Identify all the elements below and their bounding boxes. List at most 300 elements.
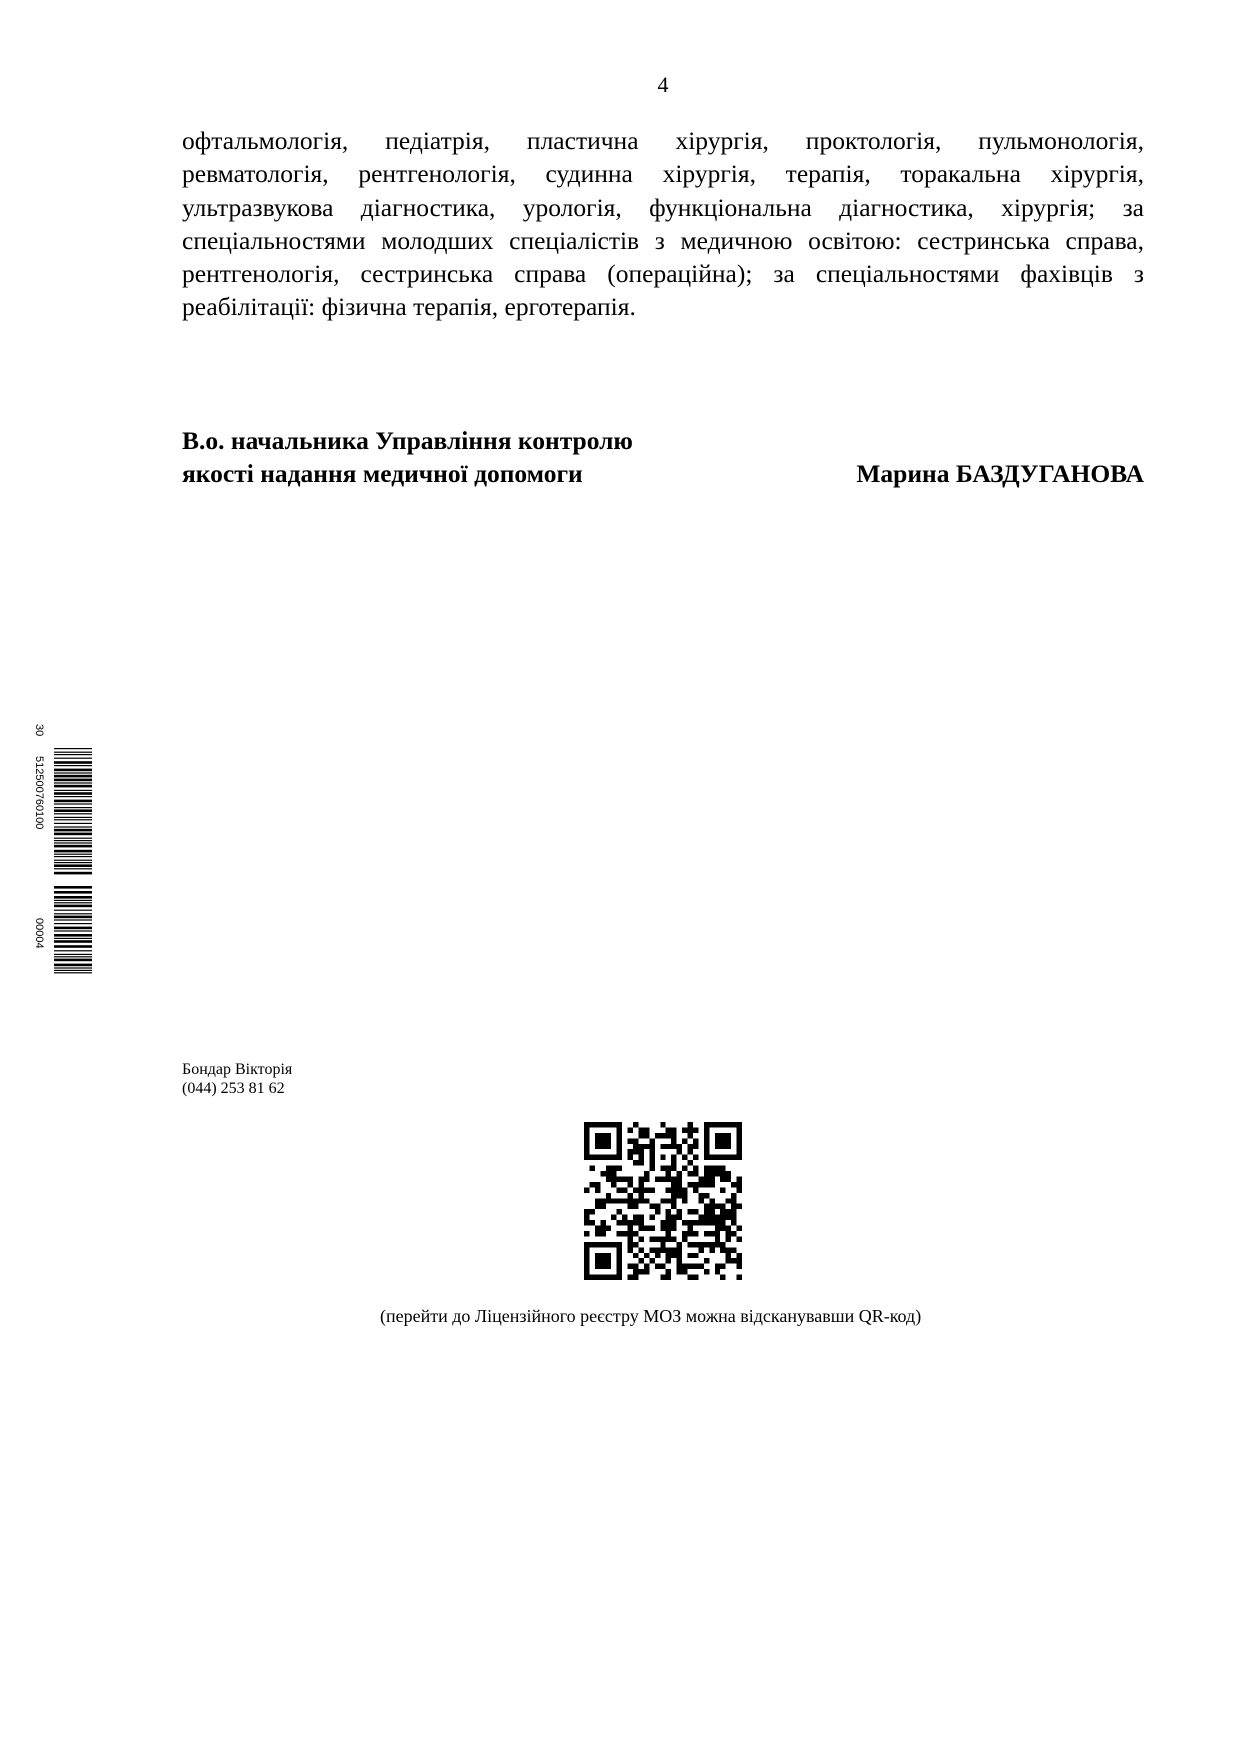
qr-module [677,1247,682,1252]
qr-module [682,1155,687,1160]
qr-module [666,1253,671,1258]
qr-module [737,1204,742,1209]
qr-module [628,1264,633,1269]
qr-module [720,1138,725,1143]
qr-module [715,1138,720,1143]
qr-module [628,1275,633,1280]
qr-module [726,1247,731,1252]
qr-module [660,1144,665,1149]
qr-module [628,1198,633,1203]
qr-module [737,1127,742,1132]
qr-module [595,1264,600,1269]
qr-module [584,1242,589,1247]
qr-module [715,1264,720,1269]
qr-module [737,1236,742,1241]
qr-module [633,1220,638,1225]
qr-module [649,1149,654,1154]
qr-module [704,1122,709,1127]
barcode-bar [54,902,92,903]
qr-module [715,1204,720,1209]
barcode-bar [54,970,92,971]
qr-module [693,1209,698,1214]
qr-module [649,1226,654,1231]
qr-module [688,1127,693,1132]
qr-module [628,1242,633,1247]
qr-module [671,1226,676,1231]
barcode-bar [54,813,92,814]
qr-module [688,1182,693,1187]
qr-module [611,1171,616,1176]
qr-module [584,1133,589,1138]
qr-module [584,1138,589,1143]
qr-module [622,1231,627,1236]
qr-module [622,1176,627,1181]
barcode-bar [54,796,92,797]
qr-module [617,1166,622,1171]
barcode-bar [54,900,92,901]
qr-module [633,1275,638,1280]
barcode-bar [54,927,92,930]
qr-module [731,1182,736,1187]
qr-module [617,1247,622,1252]
qr-module [677,1269,682,1274]
qr-module [638,1247,643,1252]
qr-module [688,1160,693,1165]
qr-module [633,1215,638,1220]
qr-module [671,1182,676,1187]
qr-module [600,1264,605,1269]
qr-module [584,1155,589,1160]
qr-module [688,1264,693,1269]
qr-module [600,1226,605,1231]
qr-module [715,1231,720,1236]
qr-module [666,1187,671,1192]
qr-module [704,1242,709,1247]
qr-module [595,1253,600,1258]
qr-module [709,1198,714,1203]
qr-module [698,1220,703,1225]
qr-module [600,1242,605,1247]
qr-module [584,1258,589,1263]
signer-name: Марина БАЗДУГАНОВА [856,459,1144,488]
qr-module [589,1220,594,1225]
qr-module [638,1160,643,1165]
qr-module [628,1204,633,1209]
qr-module [720,1155,725,1160]
barcode-bar [54,959,92,962]
qr-module [704,1176,709,1181]
barcode-bar [54,923,92,924]
qr-module [628,1247,633,1252]
barcode [32,722,92,976]
qr-module [633,1187,638,1192]
qr-module [671,1215,676,1220]
qr-module [595,1155,600,1160]
qr-module [595,1242,600,1247]
qr-module [638,1226,643,1231]
qr-module [731,1231,736,1236]
qr-module [726,1226,731,1231]
qr-module [682,1138,687,1143]
qr-module [704,1258,709,1263]
qr-module [611,1182,616,1187]
barcode-bar [54,792,92,795]
qr-module [638,1144,643,1149]
qr-module [682,1198,687,1203]
barcode-bar [54,862,92,863]
qr-module [715,1155,720,1160]
qr-module [688,1171,693,1176]
qr-module [704,1182,709,1187]
qr-module [606,1176,611,1181]
qr-module [693,1253,698,1258]
qr-module [720,1122,725,1127]
qr-module [688,1275,693,1280]
qr-module [709,1242,714,1247]
qr-code [584,1122,742,1280]
qr-module [693,1264,698,1269]
qr-module [584,1269,589,1274]
barcode-bar [54,838,92,839]
barcode-bar [54,896,92,899]
qr-module [682,1231,687,1236]
qr-module [726,1176,731,1181]
qr-module [693,1144,698,1149]
barcode-bar [54,754,92,755]
qr-module [655,1209,660,1214]
qr-module [622,1215,627,1220]
qr-module [726,1171,731,1176]
qr-module [649,1166,654,1171]
signer-position-line2: якості надання медичної допомоги [182,459,583,488]
qr-module [617,1127,622,1132]
qr-module [698,1215,703,1220]
qr-module [660,1176,665,1181]
qr-module [688,1253,693,1258]
qr-module [715,1215,720,1220]
qr-module [606,1138,611,1143]
qr-module [704,1133,709,1138]
qr-module [584,1215,589,1220]
barcode-bar [54,779,92,782]
barcode-bar [54,752,92,753]
qr-module [600,1275,605,1280]
qr-module [628,1182,633,1187]
qr-module [737,1138,742,1143]
qr-module [595,1231,600,1236]
qr-module [589,1275,594,1280]
qr-module [693,1275,698,1280]
qr-module [617,1176,622,1181]
qr-module [606,1155,611,1160]
qr-module [633,1231,638,1236]
qr-module [666,1275,671,1280]
qr-module [633,1160,638,1165]
qr-module [720,1133,725,1138]
qr-module [633,1144,638,1149]
qr-module [660,1247,665,1252]
qr-module [617,1253,622,1258]
barcode-bar [54,842,92,843]
qr-module [737,1122,742,1127]
qr-module [655,1204,660,1209]
qr-module [600,1231,605,1236]
qr-module [704,1171,709,1176]
qr-module [715,1166,720,1171]
barcode-number-bottom: 00004 [33,918,45,949]
qr-module [720,1242,725,1247]
qr-module [677,1144,682,1149]
qr-module [617,1144,622,1149]
qr-module [726,1215,731,1220]
qr-module [671,1247,676,1252]
qr-module [628,1127,633,1132]
qr-module [677,1176,682,1181]
signer-position-line1: В.о. начальника Управління контролю [182,426,633,455]
qr-module [628,1220,633,1225]
qr-module [709,1209,714,1214]
qr-module [737,1155,742,1160]
qr-module [726,1209,731,1214]
qr-module [688,1231,693,1236]
qr-module [617,1133,622,1138]
qr-module [709,1220,714,1225]
qr-module [737,1187,742,1192]
qr-module [595,1187,600,1192]
qr-module [671,1236,676,1241]
barcode-bar [54,819,92,820]
qr-module [666,1215,671,1220]
qr-module [638,1176,643,1181]
barcode-bar [54,950,92,951]
qr-module [671,1176,676,1181]
qr-module [677,1215,682,1220]
barcode-bar [54,785,92,788]
qr-module [666,1258,671,1263]
qr-module [655,1264,660,1269]
qr-module [677,1253,682,1258]
qr-module [606,1226,611,1231]
qr-module [666,1269,671,1274]
barcode-bar [54,761,92,764]
qr-module [682,1127,687,1132]
qr-module [633,1264,638,1269]
qr-module [715,1122,720,1127]
qr-module [682,1264,687,1269]
qr-module [600,1138,605,1143]
qr-module [611,1122,616,1127]
qr-module [737,1226,742,1231]
qr-module [709,1247,714,1252]
qr-module [584,1275,589,1280]
qr-module [611,1275,616,1280]
qr-module [617,1258,622,1263]
qr-module [682,1166,687,1171]
barcode-bar [54,891,92,894]
barcode-bar [54,972,92,973]
barcode-bar [54,807,92,808]
qr-module [600,1253,605,1258]
qr-module [677,1264,682,1269]
qr-module [731,1155,736,1160]
barcode-bar [54,954,92,955]
qr-module [595,1133,600,1138]
qr-module [693,1155,698,1160]
qr-module [671,1127,676,1132]
qr-module [628,1138,633,1143]
qr-module [628,1226,633,1231]
qr-module [737,1149,742,1154]
qr-module [638,1133,643,1138]
qr-caption: (перейти до Ліцензійного реєстру МОЗ можна відсканувавши QR-код) [380,1306,922,1326]
qr-module [584,1127,589,1132]
qr-module [655,1253,660,1258]
qr-module [704,1138,709,1143]
qr-module [638,1149,643,1154]
qr-module [731,1122,736,1127]
qr-module [595,1226,600,1231]
qr-module [698,1176,703,1181]
qr-module [726,1122,731,1127]
qr-module [666,1127,671,1132]
qr-module [660,1242,665,1247]
barcode-bar [54,864,92,867]
qr-module [671,1220,676,1225]
qr-module [715,1269,720,1274]
qr-module [720,1204,725,1209]
qr-module [688,1144,693,1149]
qr-module [720,1166,725,1171]
qr-module [633,1242,638,1247]
qr-module [660,1226,665,1231]
qr-module [633,1122,638,1127]
qr-module [600,1133,605,1138]
qr-module [715,1171,720,1176]
barcode-bar [54,856,92,857]
qr-module [709,1171,714,1176]
qr-module [600,1144,605,1149]
qr-module [693,1187,698,1192]
qr-module [715,1144,720,1149]
qr-module [628,1149,633,1154]
barcode-bar [54,910,92,911]
qr-module [600,1258,605,1263]
qr-module [584,1122,589,1127]
qr-module [611,1155,616,1160]
qr-module [731,1193,736,1198]
qr-module [660,1122,665,1127]
qr-module [688,1133,693,1138]
qr-module [584,1149,589,1154]
qr-module [617,1138,622,1143]
qr-module [677,1149,682,1154]
qr-module [731,1215,736,1220]
qr-module [644,1269,649,1274]
qr-module [688,1149,693,1154]
qr-module [698,1182,703,1187]
qr-module [589,1122,594,1127]
qr-module [693,1138,698,1143]
barcode-bar [54,769,92,772]
qr-module [660,1133,665,1138]
qr-module [682,1236,687,1241]
qr-module [666,1236,671,1241]
qr-module [715,1236,720,1241]
barcode-bar [54,823,92,824]
qr-module [715,1133,720,1138]
qr-module [617,1209,622,1214]
qr-module [666,1247,671,1252]
qr-module [606,1242,611,1247]
barcode-bar [54,964,92,967]
barcode-bar [54,913,92,914]
qr-module [644,1226,649,1231]
qr-module [589,1166,594,1171]
qr-module [600,1198,605,1203]
qr-module [715,1226,720,1231]
qr-module [660,1198,665,1203]
qr-module [595,1258,600,1263]
barcode-bar [54,840,92,841]
qr-module [584,1187,589,1192]
qr-module [693,1242,698,1247]
qr-module [737,1144,742,1149]
qr-module [617,1187,622,1192]
qr-module [644,1253,649,1258]
barcode-bar [54,956,92,957]
qr-module [638,1155,643,1160]
barcode-bar [54,934,92,937]
qr-module [622,1198,627,1203]
qr-module [633,1138,638,1143]
qr-module [633,1204,638,1209]
qr-module [726,1133,731,1138]
qr-module [649,1215,654,1220]
qr-module [595,1275,600,1280]
qr-module [704,1231,709,1236]
barcode-bar [54,886,92,889]
qr-module [709,1176,714,1181]
barcode-bar [54,850,92,853]
qr-module [688,1242,693,1247]
qr-module [720,1220,725,1225]
qr-module [677,1193,682,1198]
barcode-bar [54,748,92,749]
qr-module [709,1204,714,1209]
qr-module [737,1264,742,1269]
qr-module [682,1269,687,1274]
qr-module [715,1242,720,1247]
barcode-bar [54,817,92,818]
qr-module [611,1198,616,1203]
qr-module [660,1155,665,1160]
qr-module [737,1133,742,1138]
qr-module [715,1220,720,1225]
qr-module [617,1122,622,1127]
qr-module [638,1258,643,1263]
qr-module [693,1171,698,1176]
qr-module [617,1242,622,1247]
qr-module [660,1275,665,1280]
qr-module [628,1236,633,1241]
barcode-bar [54,868,92,869]
qr-module [644,1133,649,1138]
qr-module [584,1209,589,1214]
qr-module [649,1160,654,1165]
qr-module [649,1258,654,1263]
qr-module [709,1215,714,1220]
qr-module [726,1138,731,1143]
